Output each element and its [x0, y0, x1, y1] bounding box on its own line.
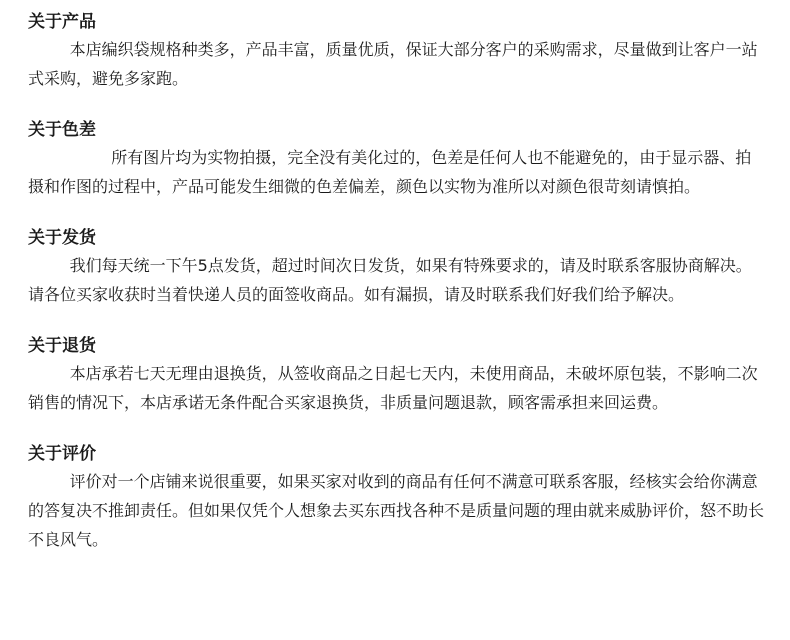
section-about-reviews: [28, 441, 766, 554]
section-body: 所有图片均为实物拍摄，完全没有美化过的，色差是任何人也不能避免的，由于显示器、拍摄和作图的过程中，产品可能发生细微的色差偏差，颜色以实物为准所以对颜色很苛刻请慎拍。: [28, 148, 752, 196]
section-body: 评价对一个店铺来说很重要，如果买家对收到的商品有任何不满意可联系客服，经核实会给你满意的答复决不推卸责任。但如果仅凭个人想象去买东西找各种不是质量问题的理由就来威胁评价，怒不助长不良风气。: [28, 472, 765, 549]
section-about-returns: [28, 333, 766, 417]
section-about-color-difference: [28, 117, 766, 201]
section-body: 本店承若七天无理由退换货，从签收商品之日起七天内，未使用商品，未破坏原包装，不影响二次销售的情况下，本店承诺无条件配合买家退换货，非质量问题退款，顾客需承担来回运费。: [28, 364, 758, 412]
section-body: 本店编织袋规格种类多，产品丰富，质量优质，保证大部分客户的采购需求，尽量做到让客户一站式采购，避免多家跑。: [28, 40, 758, 88]
section-heading: 关于发货: [28, 228, 96, 248]
section-heading: 关于色差: [28, 120, 96, 140]
section-body: 我们每天统一下午5点发货，超过时间次日发货，如果有特殊要求的，请及时联系客服协商解决。请各位买家收获时当着快递人员的面签收商品。如有漏损，请及时联系我们好我们给予解决。: [28, 256, 752, 304]
section-about-shipping: [28, 225, 766, 309]
section-heading: 关于退货: [28, 336, 96, 356]
section-heading: 关于产品: [28, 12, 96, 32]
section-heading: 关于评价: [28, 444, 96, 464]
section-about-products: [28, 9, 766, 93]
